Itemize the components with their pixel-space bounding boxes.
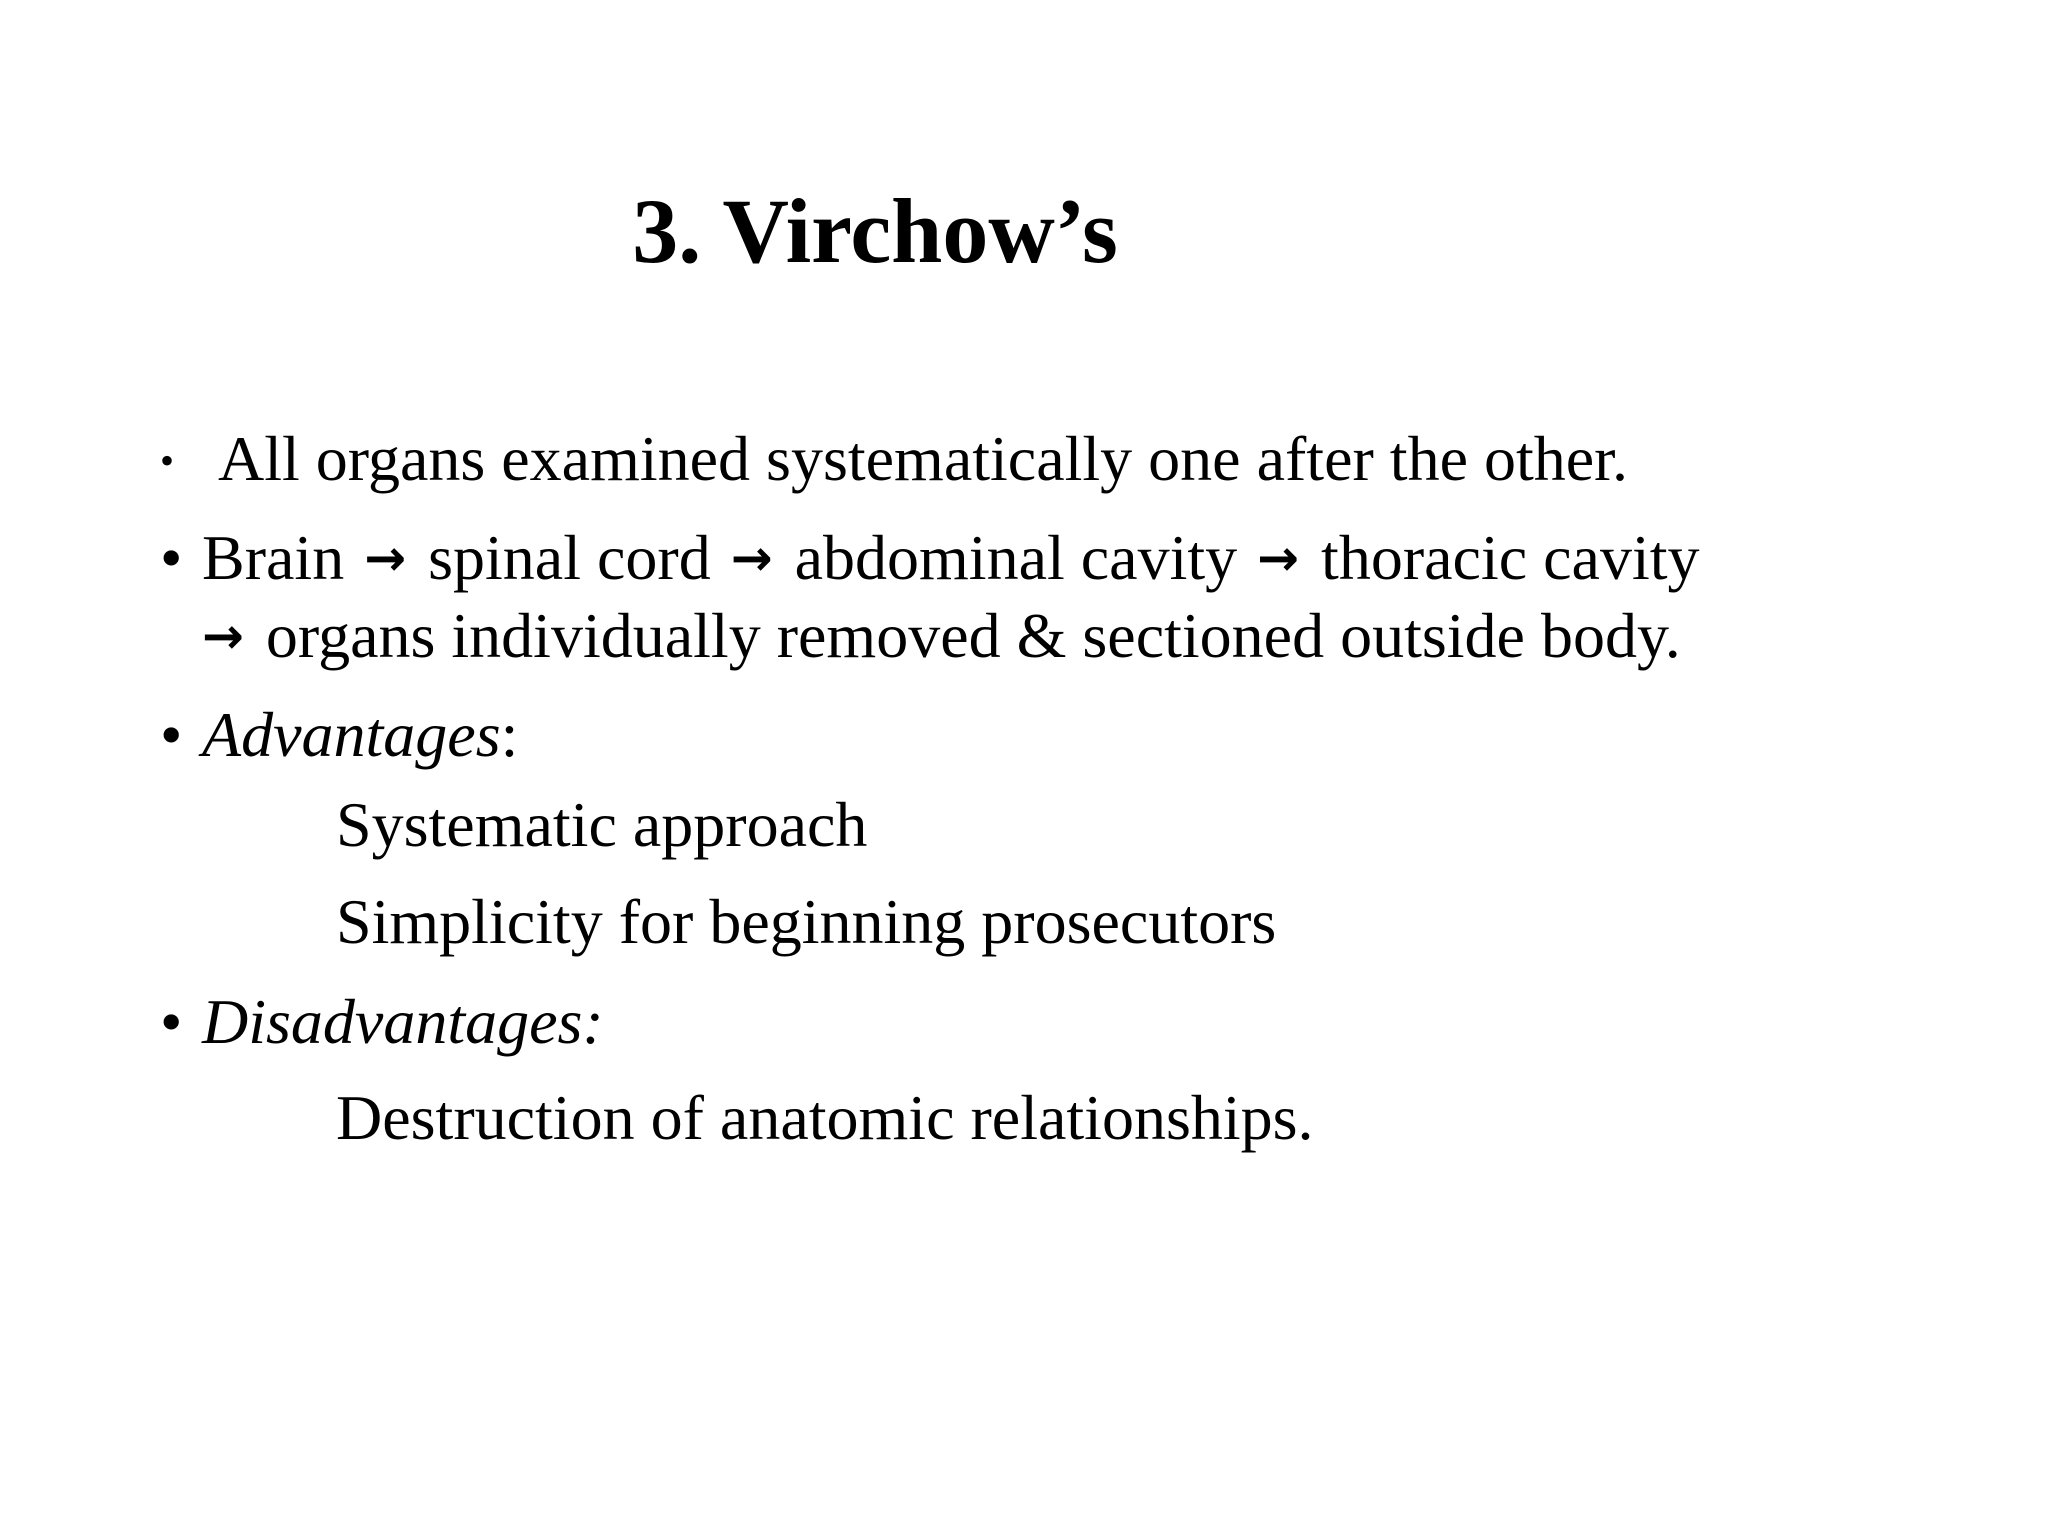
sequence-step-thoracic-cavity: thoracic cavity xyxy=(1321,522,1700,593)
bullet-item-advantages xyxy=(160,696,1920,774)
advantage-item-1: Systematic approach xyxy=(336,789,868,860)
advantages-label: Advantages xyxy=(202,699,501,770)
arrow-right-icon: → xyxy=(1257,529,1300,587)
bullet-item-2 xyxy=(160,519,1920,597)
arrow-right-icon: → xyxy=(730,529,773,587)
sequence-step-organs: organs individually removed & sectioned outside body. xyxy=(265,600,1681,671)
arrow-right-icon: → xyxy=(202,607,244,665)
bullet-item-disadvantages xyxy=(160,983,1920,1061)
sequence-step-brain: Brain xyxy=(202,522,345,593)
bullet-text: All organs examined systematically one after the other. xyxy=(218,423,1628,494)
bullet-marker: • xyxy=(160,522,183,593)
sequence-step-spinal-cord: spinal cord xyxy=(428,522,711,593)
advantages-colon: : xyxy=(500,699,519,770)
arrow-right-icon: → xyxy=(364,529,407,587)
bullet-marker: • xyxy=(160,699,183,770)
bullet-marker: • xyxy=(160,986,183,1057)
disadvantages-label: Disadvantages: xyxy=(202,986,604,1057)
bullet-item-1 xyxy=(160,420,1920,500)
advantage-item-2: Simplicity for beginning prosecutors xyxy=(336,886,1277,957)
bullet-item-2-continuation xyxy=(202,597,1922,675)
sequence-step-abdominal-cavity: abdominal cavity xyxy=(794,522,1238,593)
slide-title: 3. Virchow’s xyxy=(632,180,1118,282)
bullet-marker: • xyxy=(160,438,175,483)
disadvantage-item-1: Destruction of anatomic relationships. xyxy=(336,1082,1314,1153)
